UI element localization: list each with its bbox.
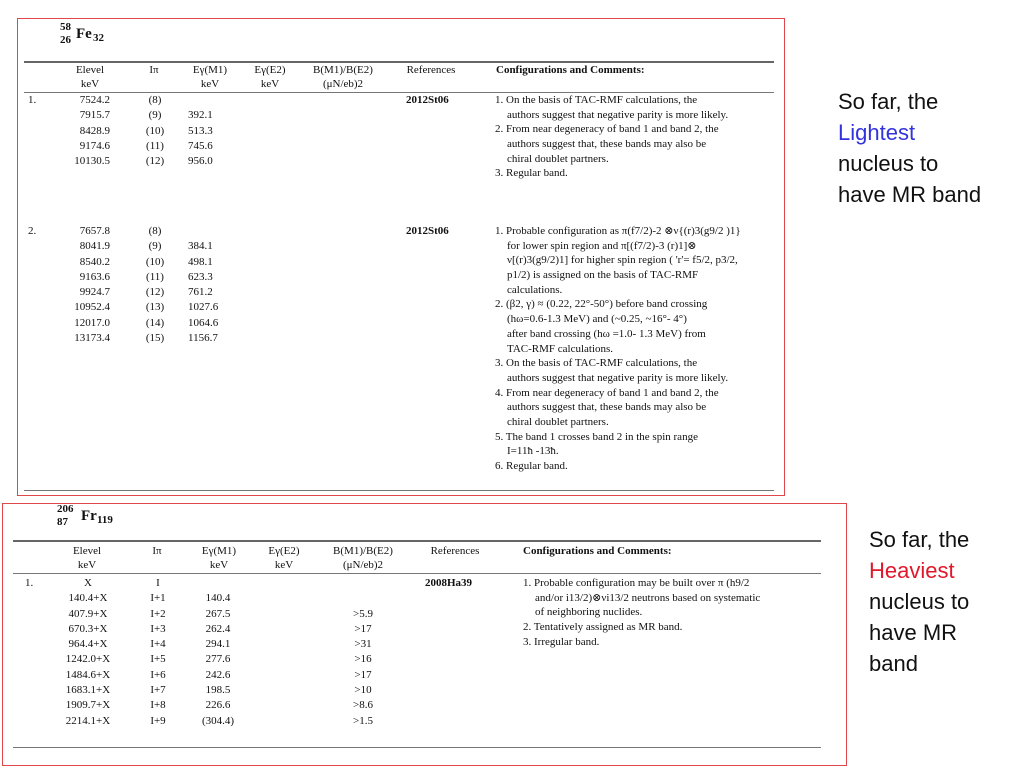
bratio-cell: >31	[354, 638, 372, 651]
elevel-cell: 8041.9	[79, 240, 110, 253]
spin-cell: I+6	[150, 668, 166, 681]
col-header-bratio: B(M1)/B(E2) (μN/eb)2	[333, 545, 393, 571]
reference: 2008Ha39	[425, 577, 473, 589]
bratio-column	[338, 576, 388, 729]
spin-cell: (12)	[145, 155, 165, 168]
spin-cell: (11)	[146, 270, 164, 283]
spin-column	[141, 576, 175, 729]
comment-line: 2. Tentatively assigned as MR band.	[523, 621, 683, 634]
eg-m1-cell: 140.4	[205, 592, 231, 605]
eg-m1-cell: 198.5	[205, 684, 231, 697]
bratio-cell: >5.9	[353, 607, 373, 620]
eg-m1-cell: 384.1	[188, 240, 213, 253]
eg-m1-cell: 513.3	[188, 124, 213, 137]
col-header-references: References	[406, 64, 456, 76]
reference: 2012St06	[406, 225, 449, 237]
elevel-column	[58, 224, 110, 346]
col-header-references: References	[430, 545, 480, 557]
comment-line: 2. From near degeneracy of band 1 and band 2, the	[495, 123, 719, 136]
eg-m1-column	[191, 576, 245, 729]
comment-line: TAC-RMF calculations.	[507, 342, 614, 355]
comment-line: 6. Regular band.	[495, 460, 568, 472]
eg-m1-column	[188, 224, 228, 346]
spin-cell: (11)	[146, 139, 164, 152]
spin-cell: (8)	[148, 225, 162, 237]
comment-line: ν[(r)3(g9/2)1] for higher spin region ( 'r'= f5/2, p3/2,	[507, 254, 738, 267]
comment-line: 3. Irregular band.	[523, 635, 600, 648]
comment-line: and/or i13/2)⊗νi13/2 neutrons based on systematic	[535, 591, 761, 604]
spin-cell: (9)	[148, 240, 162, 253]
neutron-number: 32	[93, 32, 104, 44]
spin-cell: (14)	[145, 316, 165, 329]
bratio-cell: >16	[354, 653, 372, 666]
spin-cell: I+5	[150, 653, 166, 666]
table-bottom-rule	[13, 747, 821, 748]
spin-cell: I+9	[150, 714, 166, 727]
bratio-cell: >1.5	[353, 714, 373, 727]
eg-m1-column	[188, 93, 228, 169]
eg-m1-cell: 623.3	[188, 270, 213, 283]
elevel-cell: 407.9+X	[68, 607, 108, 620]
fe58-nucleus-label	[60, 21, 140, 49]
comment-line: 1. On the basis of TAC-RMF calculations, the	[495, 94, 698, 106]
comment-line: 5. The band 1 crosses band 2 in the spin range	[495, 430, 698, 443]
col-header-eg-e2: Eγ(E2) keV	[254, 64, 286, 90]
elevel-cell: 1242.0+X	[65, 653, 111, 666]
proton-number: 26	[60, 34, 71, 46]
comments	[495, 224, 741, 474]
col-header-configurations: Configurations and Comments:	[496, 64, 645, 76]
elevel-cell: X	[84, 577, 92, 589]
spin-cell: I+8	[150, 699, 166, 712]
neutron-number: 119	[97, 514, 113, 526]
fr206-table-panel	[2, 503, 847, 766]
spin-cell: (15)	[145, 332, 165, 345]
bratio-cell	[338, 576, 388, 591]
elevel-cell: 9174.6	[79, 139, 110, 152]
proton-number: 87	[57, 516, 68, 528]
comment-line: 4. From near degeneracy of band 1 and band 2, the	[495, 386, 719, 399]
bratio-cell: >10	[354, 684, 372, 697]
elevel-cell: 140.4+X	[68, 592, 108, 605]
heaviest-highlight: Heaviest	[869, 558, 955, 583]
header-bottom-rule	[13, 573, 821, 574]
col-header-elevel: Elevel keV	[75, 64, 105, 90]
band-number: 1.	[25, 577, 34, 589]
comment-line: 1. Probable configuration may be built over π (h9/2	[523, 577, 750, 589]
spin-cell: (8)	[148, 94, 162, 106]
elevel-cell: 670.3+X	[68, 622, 108, 635]
elevel-cell: 7915.7	[79, 109, 110, 122]
elevel-cell: 8540.2	[79, 255, 110, 268]
comment-line: 1. Probable configuration as π(f7/2)-2 ⊗ν{(r)3(g9/2 )1}	[495, 225, 741, 237]
eg-m1-cell: 1064.6	[188, 316, 219, 329]
spin-cell: (13)	[145, 301, 165, 314]
col-header-spin: Iπ	[152, 545, 162, 557]
elevel-cell: 964.4+X	[68, 638, 108, 651]
comment-line: of neighboring nuclides.	[535, 606, 643, 619]
bratio-cell: >17	[354, 622, 372, 635]
elevel-cell: 2214.1+X	[65, 714, 111, 727]
comment-line: authors suggest that, these bands may also be	[507, 401, 707, 414]
elevel-column	[58, 93, 110, 169]
spin-column	[140, 224, 170, 346]
eg-m1-cell: 956.0	[188, 155, 213, 168]
eg-m1-cell: 267.5	[205, 607, 231, 620]
col-header-configurations: Configurations and Comments:	[523, 545, 672, 557]
eg-m1-cell: 262.4	[205, 622, 231, 635]
table-bottom-rule	[24, 490, 774, 491]
comment-line: (hω=0.6-1.3 MeV) and (~0.25, ~16°- 4°)	[507, 313, 687, 326]
lightest-highlight: Lightest	[838, 120, 916, 145]
element-symbol: Fr	[81, 508, 97, 524]
eg-m1-cell: 498.1	[188, 255, 213, 268]
bratio-cell: >8.6	[353, 699, 373, 712]
spin-cell: I+1	[150, 592, 166, 605]
comment-line: authors suggest that negative parity is more likely.	[507, 371, 729, 384]
spin-cell: I+4	[150, 638, 166, 651]
comment-line: after band crossing (hω =1.0- 1.3 MeV) from	[507, 327, 706, 340]
eg-m1-cell: (304.4)	[201, 714, 235, 727]
header-top-rule	[13, 540, 821, 542]
comments	[523, 576, 760, 649]
comment-line: I=11ħ -13ħ.	[507, 445, 559, 458]
spin-column	[140, 93, 170, 169]
eg-m1-cell: 277.6	[205, 653, 231, 666]
fe58-table-panel	[17, 18, 785, 496]
bratio-cell: >17	[354, 668, 372, 681]
eg-m1-cell: 242.6	[205, 668, 231, 681]
mass-number: 58	[60, 21, 71, 33]
band-number: 1.	[28, 94, 37, 106]
eg-m1-cell: 392.1	[188, 109, 213, 122]
elevel-cell: 10952.4	[74, 301, 110, 314]
elevel-cell: 7657.8	[79, 225, 110, 237]
fr206-nucleus-label	[57, 503, 147, 531]
comment-line: 3. Regular band.	[495, 167, 568, 180]
elevel-cell: 1909.7+X	[65, 699, 111, 712]
spin-cell: (10)	[145, 124, 165, 137]
spin-cell: (10)	[145, 255, 165, 268]
comments	[495, 93, 728, 181]
spin-cell: (9)	[148, 109, 162, 122]
elevel-cell: 1484.6+X	[65, 668, 111, 681]
elevel-cell: 13173.4	[74, 332, 110, 345]
col-header-eg-m1: Eγ(M1) keV	[192, 64, 228, 90]
eg-m1-cell	[191, 576, 245, 591]
eg-m1-cell: 745.6	[188, 139, 213, 152]
comment-line: authors suggest that negative parity is more likely.	[507, 108, 729, 121]
elevel-cell: 10130.5	[74, 155, 110, 168]
eg-m1-cell: 226.6	[205, 699, 231, 712]
elevel-cell: 9163.6	[79, 270, 110, 283]
reference: 2012St06	[406, 94, 449, 106]
element-symbol: Fe	[76, 26, 92, 42]
spin-cell: I+7	[150, 684, 166, 697]
comment-line: 2. (β2, γ) ≈ (0.22, 22°-50°) before band crossing	[495, 298, 708, 311]
elevel-cell: 12017.0	[74, 316, 110, 329]
eg-m1-cell	[188, 224, 228, 239]
elevel-cell: 1683.1+X	[65, 684, 111, 697]
spin-cell: I	[156, 577, 160, 589]
col-header-elevel: Elevel keV	[72, 545, 102, 571]
elevel-cell: 8428.9	[79, 124, 110, 137]
spin-cell: (12)	[145, 286, 165, 299]
comment-line: chiral doublet partners.	[507, 415, 609, 428]
comment-line: p1/2) is assigned on the basis of TAC-RMF	[507, 269, 699, 282]
elevel-cell: 9924.7	[79, 286, 110, 299]
elevel-cell: 7524.2	[79, 94, 110, 106]
spin-cell: I+3	[150, 622, 166, 635]
comment-line: chiral doublet partners.	[507, 152, 609, 165]
bratio-cell	[338, 591, 388, 606]
eg-m1-cell: 1027.6	[188, 301, 219, 314]
comment-line: for lower spin region and π[(f7/2)-3 (r)1]⊗	[507, 239, 697, 252]
eg-m1-cell: 294.1	[205, 638, 231, 651]
comment-line: calculations.	[507, 283, 563, 296]
comment-line: 3. On the basis of TAC-RMF calculations, the	[495, 357, 698, 370]
col-header-bratio: B(M1)/B(E2) (μN/eb)2	[313, 64, 373, 90]
comment-line: authors suggest that, these bands may also be	[507, 138, 707, 151]
eg-m1-cell: 1156.7	[188, 332, 218, 345]
col-header-eg-e2: Eγ(E2) keV	[268, 545, 300, 571]
eg-m1-cell	[188, 93, 228, 108]
col-header-spin: Iπ	[149, 64, 159, 76]
band-number: 2.	[28, 225, 37, 237]
spin-cell: I+2	[150, 607, 166, 620]
col-header-eg-m1: Eγ(M1) keV	[201, 545, 237, 571]
lightest-note: So far, the Lightest nucleus to have MR band	[838, 86, 1018, 210]
heaviest-note: So far, the Heaviest nucleus to have MR band	[869, 524, 1019, 679]
mass-number: 206	[57, 503, 74, 515]
elevel-column	[53, 576, 123, 729]
eg-m1-cell: 761.2	[188, 286, 213, 299]
